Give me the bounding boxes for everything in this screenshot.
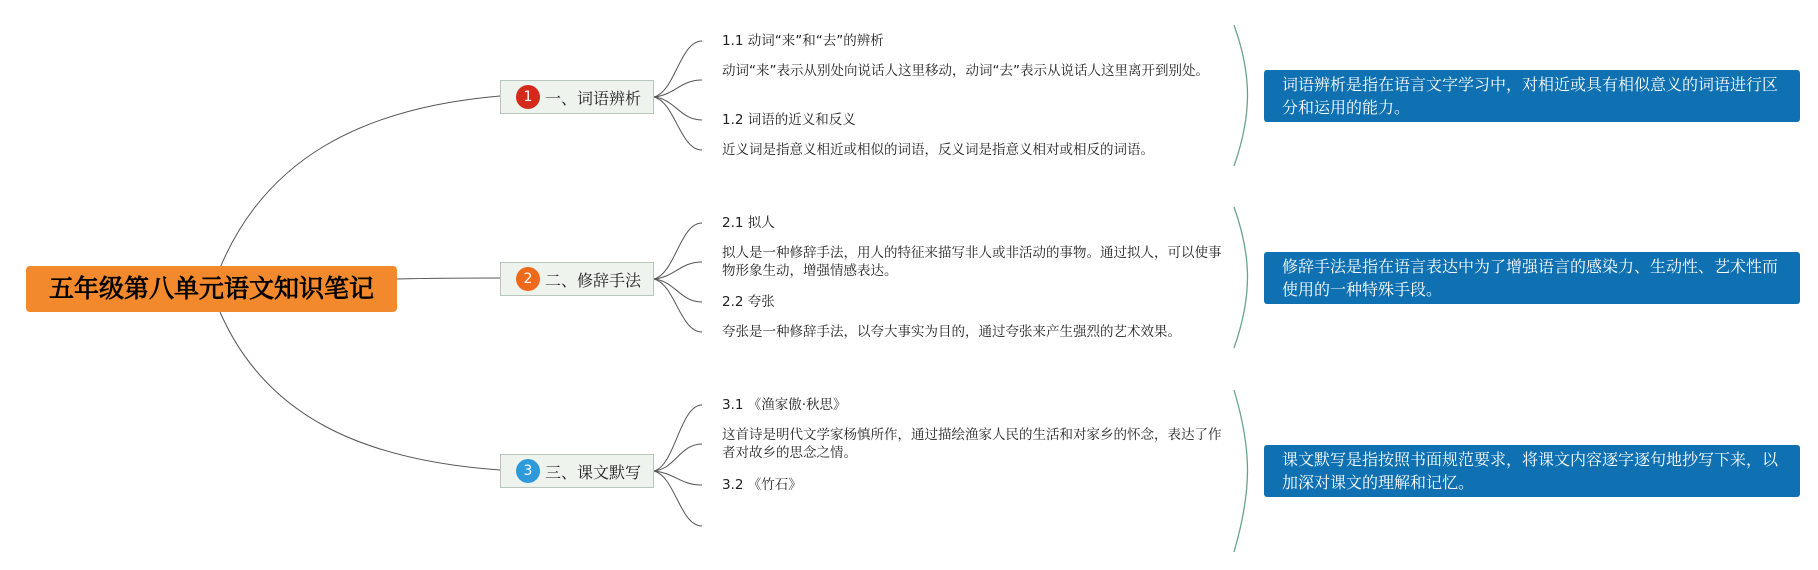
branch-2-leaf-2-line	[654, 262, 702, 279]
leaf-subtopic[interactable]: 3.1 《渔家傲·秋思》	[722, 397, 847, 413]
summary-brace-2	[1234, 207, 1248, 348]
summary-box-2[interactable]: 修辞手法是指在语言表达中为了增强语言的感染力、生动性、艺术性而使用的一种特殊手段。	[1264, 252, 1800, 304]
leaf-subtopic[interactable]: 2.2 夸张	[722, 294, 775, 310]
number-badge-icon: 3	[516, 459, 540, 483]
summary-brace-3	[1234, 390, 1248, 552]
leaf-description[interactable]: 动词“来”表示从别处向说话人这里移动，动词“去”表示从说话人这里离开到别处。	[722, 63, 1209, 79]
root-to-branch-3-line	[220, 312, 500, 470]
leaf-subtopic[interactable]: 1.1 动词“来”和“去”的辨析	[722, 33, 884, 49]
branch-1-leaf-1-line	[654, 41, 702, 97]
branch-topic-1[interactable]	[500, 80, 654, 114]
branch-topic-label: 二、修辞手法	[545, 270, 642, 290]
branch-1-leaf-4-line	[654, 97, 702, 150]
summary-box-1[interactable]: 词语辨析是指在语言文字学习中，对相近或具有相似意义的词语进行区分和运用的能力。	[1264, 70, 1800, 122]
leaf-description[interactable]: 夸张是一种修辞手法，以夸大事实为目的，通过夸张来产生强烈的艺术效果。	[722, 324, 1181, 340]
branch-topic-3[interactable]	[500, 454, 654, 488]
branch-2-leaf-1-line	[654, 223, 702, 279]
leaf-subtopic[interactable]: 2.1 拟人	[722, 215, 775, 231]
branch-topic-2[interactable]	[500, 262, 654, 296]
branch-3-leaf-3-line	[654, 471, 702, 485]
summary-box-3[interactable]: 课文默写是指按照书面规范要求，将课文内容逐字逐句地抄写下来，以加深对课文的理解和记忆。	[1264, 445, 1800, 497]
root-to-branch-1-line	[220, 96, 500, 268]
leaf-description[interactable]: 这首诗是明代文学家杨慎所作，通过描绘渔家人民的生活和对家乡的怀念，表达了作者对故乡的思念之情。	[722, 427, 1222, 461]
root-to-branch-2-line	[397, 278, 500, 279]
leaf-description[interactable]: 拟人是一种修辞手法，用人的特征来描写非人或非活动的事物。通过拟人，可以使事物形象生动，增强情感表达。	[722, 245, 1222, 279]
number-badge-icon: 1	[516, 85, 540, 109]
branch-topic-label: 一、词语辨析	[545, 88, 642, 108]
branch-topic-label: 三、课文默写	[545, 462, 642, 482]
branch-3-leaf-1-line	[654, 405, 702, 471]
leaf-description[interactable]: 近义词是指意义相近或相似的词语，反义词是指意义相对或相反的词语。	[722, 142, 1154, 158]
number-badge-icon: 2	[516, 267, 540, 291]
leaf-subtopic[interactable]: 1.2 词语的近义和反义	[722, 112, 856, 128]
branch-1-leaf-2-line	[654, 80, 702, 97]
leaf-subtopic[interactable]: 3.2 《竹石》	[722, 477, 802, 493]
summary-brace-1	[1234, 25, 1248, 166]
branch-2-leaf-4-line	[654, 279, 702, 332]
root-topic[interactable]: 五年级第八单元语文知识笔记	[26, 266, 397, 312]
